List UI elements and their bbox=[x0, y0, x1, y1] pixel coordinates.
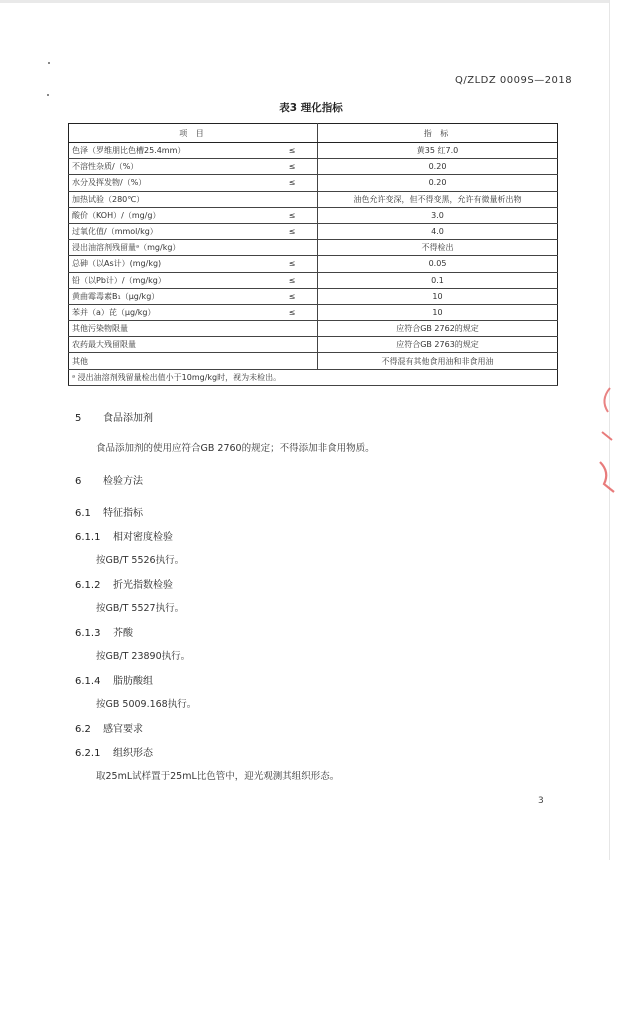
scan-speck bbox=[47, 94, 49, 96]
section-6-1-1-body: 按GB/T 5526执行。 bbox=[96, 555, 185, 566]
table-title: 表3 理化指标 bbox=[279, 102, 343, 114]
row-value: 0.1 bbox=[318, 272, 558, 288]
table-row bbox=[69, 143, 558, 159]
section-6-1-3-heading: 6.1.3 芥酸 bbox=[75, 628, 133, 639]
row-item: 色泽（罗维朋比色槽25.4mm） bbox=[69, 143, 268, 159]
row-operator: ≤ bbox=[267, 288, 318, 304]
row-item: 其他污染物限量 bbox=[69, 321, 268, 337]
row-item: 苯并（a）芘（μg/kg） bbox=[69, 304, 268, 320]
row-operator bbox=[267, 240, 318, 256]
table-row bbox=[69, 175, 558, 191]
row-item: 水分及挥发物/（%） bbox=[69, 175, 268, 191]
section-5-body: 食品添加剂的使用应符合GB 2760的规定；不得添加非食用物质。 bbox=[96, 443, 375, 454]
physicochemical-table bbox=[68, 123, 558, 386]
table-row bbox=[69, 256, 558, 272]
row-operator bbox=[267, 321, 318, 337]
section-6-2-1-body: 取25mL试样置于25mL比色管中，迎光观测其组织形态。 bbox=[96, 771, 340, 782]
row-value: 10 bbox=[318, 304, 558, 320]
table-row bbox=[69, 159, 558, 175]
section-6-1-1-heading: 6.1.1 相对密度检验 bbox=[75, 532, 173, 543]
row-operator bbox=[267, 191, 318, 207]
table-row bbox=[69, 304, 558, 320]
row-item: 加热试验（280℃） bbox=[69, 191, 268, 207]
table-note-row bbox=[69, 369, 558, 385]
row-operator: ≤ bbox=[267, 143, 318, 159]
row-item: 过氧化值/（mmol/kg） bbox=[69, 223, 268, 239]
row-value: 应符合GB 2763的规定 bbox=[318, 337, 558, 353]
scan-speck bbox=[48, 62, 50, 64]
column-header-value: 指 标 bbox=[318, 124, 558, 143]
page-number: 3 bbox=[538, 796, 544, 806]
table-row bbox=[69, 223, 558, 239]
row-operator: ≤ bbox=[267, 159, 318, 175]
row-item: 其他 bbox=[69, 353, 268, 369]
row-item: 不溶性杂质/（%） bbox=[69, 159, 268, 175]
section-6-1-3-body: 按GB/T 23890执行。 bbox=[96, 651, 191, 662]
row-operator bbox=[267, 337, 318, 353]
section-6-1-2-body: 按GB/T 5527执行。 bbox=[96, 603, 185, 614]
row-value: 0.05 bbox=[318, 256, 558, 272]
section-6-2-1-heading: 6.2.1 组织形态 bbox=[75, 748, 153, 759]
row-value: 4.0 bbox=[318, 223, 558, 239]
table-row bbox=[69, 207, 558, 223]
row-value: 应符合GB 2762的规定 bbox=[318, 321, 558, 337]
row-value: 油色允许变深，但不得变黑，允许有微量析出物 bbox=[318, 191, 558, 207]
row-value: 10 bbox=[318, 288, 558, 304]
row-operator: ≤ bbox=[267, 223, 318, 239]
table-row bbox=[69, 191, 558, 207]
row-operator bbox=[267, 353, 318, 369]
row-item: 铅（以Pb计）/（mg/kg） bbox=[69, 272, 268, 288]
row-value: 0.20 bbox=[318, 159, 558, 175]
table-row bbox=[69, 337, 558, 353]
row-item: 浸出油溶剂残留量ᵃ（mg/kg） bbox=[69, 240, 268, 256]
page-edge bbox=[0, 0, 622, 3]
row-item: 酸价（KOH）/（mg/g） bbox=[69, 207, 268, 223]
row-value: 黄35 红7.0 bbox=[318, 143, 558, 159]
section-6-heading: 6 检验方法 bbox=[75, 476, 143, 487]
row-value: 不得混有其他食用油和非食用油 bbox=[318, 353, 558, 369]
table-row bbox=[69, 288, 558, 304]
table-header-row bbox=[69, 124, 558, 143]
section-6-1-4-body: 按GB 5009.168执行。 bbox=[96, 699, 197, 710]
section-5-heading: 5 食品添加剂 bbox=[75, 413, 153, 424]
column-header-item: 项 目 bbox=[69, 124, 318, 143]
row-operator: ≤ bbox=[267, 272, 318, 288]
table-row bbox=[69, 353, 558, 369]
row-item: 黄曲霉毒素B₁（μg/kg） bbox=[69, 288, 268, 304]
row-operator: ≤ bbox=[267, 175, 318, 191]
row-item: 总砷（以As计）(mg/kg) bbox=[69, 256, 268, 272]
table-row bbox=[69, 321, 558, 337]
section-6-2-heading: 6.2 感官要求 bbox=[75, 724, 143, 735]
table-footnote: ᵃ 浸出油溶剂残留量检出值小于10mg/kg时，视为未检出。 bbox=[69, 369, 558, 385]
row-operator: ≤ bbox=[267, 207, 318, 223]
section-6-1-heading: 6.1 特征指标 bbox=[75, 508, 143, 519]
row-operator: ≤ bbox=[267, 256, 318, 272]
row-operator: ≤ bbox=[267, 304, 318, 320]
table-body bbox=[69, 143, 558, 386]
row-item: 农药最大残留限量 bbox=[69, 337, 268, 353]
table-row bbox=[69, 272, 558, 288]
section-6-1-4-heading: 6.1.4 脂肪酸组 bbox=[75, 676, 153, 687]
row-value: 不得检出 bbox=[318, 240, 558, 256]
row-value: 0.20 bbox=[318, 175, 558, 191]
table-row bbox=[69, 240, 558, 256]
row-value: 3.0 bbox=[318, 207, 558, 223]
section-6-1-2-heading: 6.1.2 折光指数检验 bbox=[75, 580, 173, 591]
red-stamp-fragment bbox=[596, 380, 616, 500]
document-code: Q/ZLDZ 0009S—2018 bbox=[455, 75, 573, 86]
